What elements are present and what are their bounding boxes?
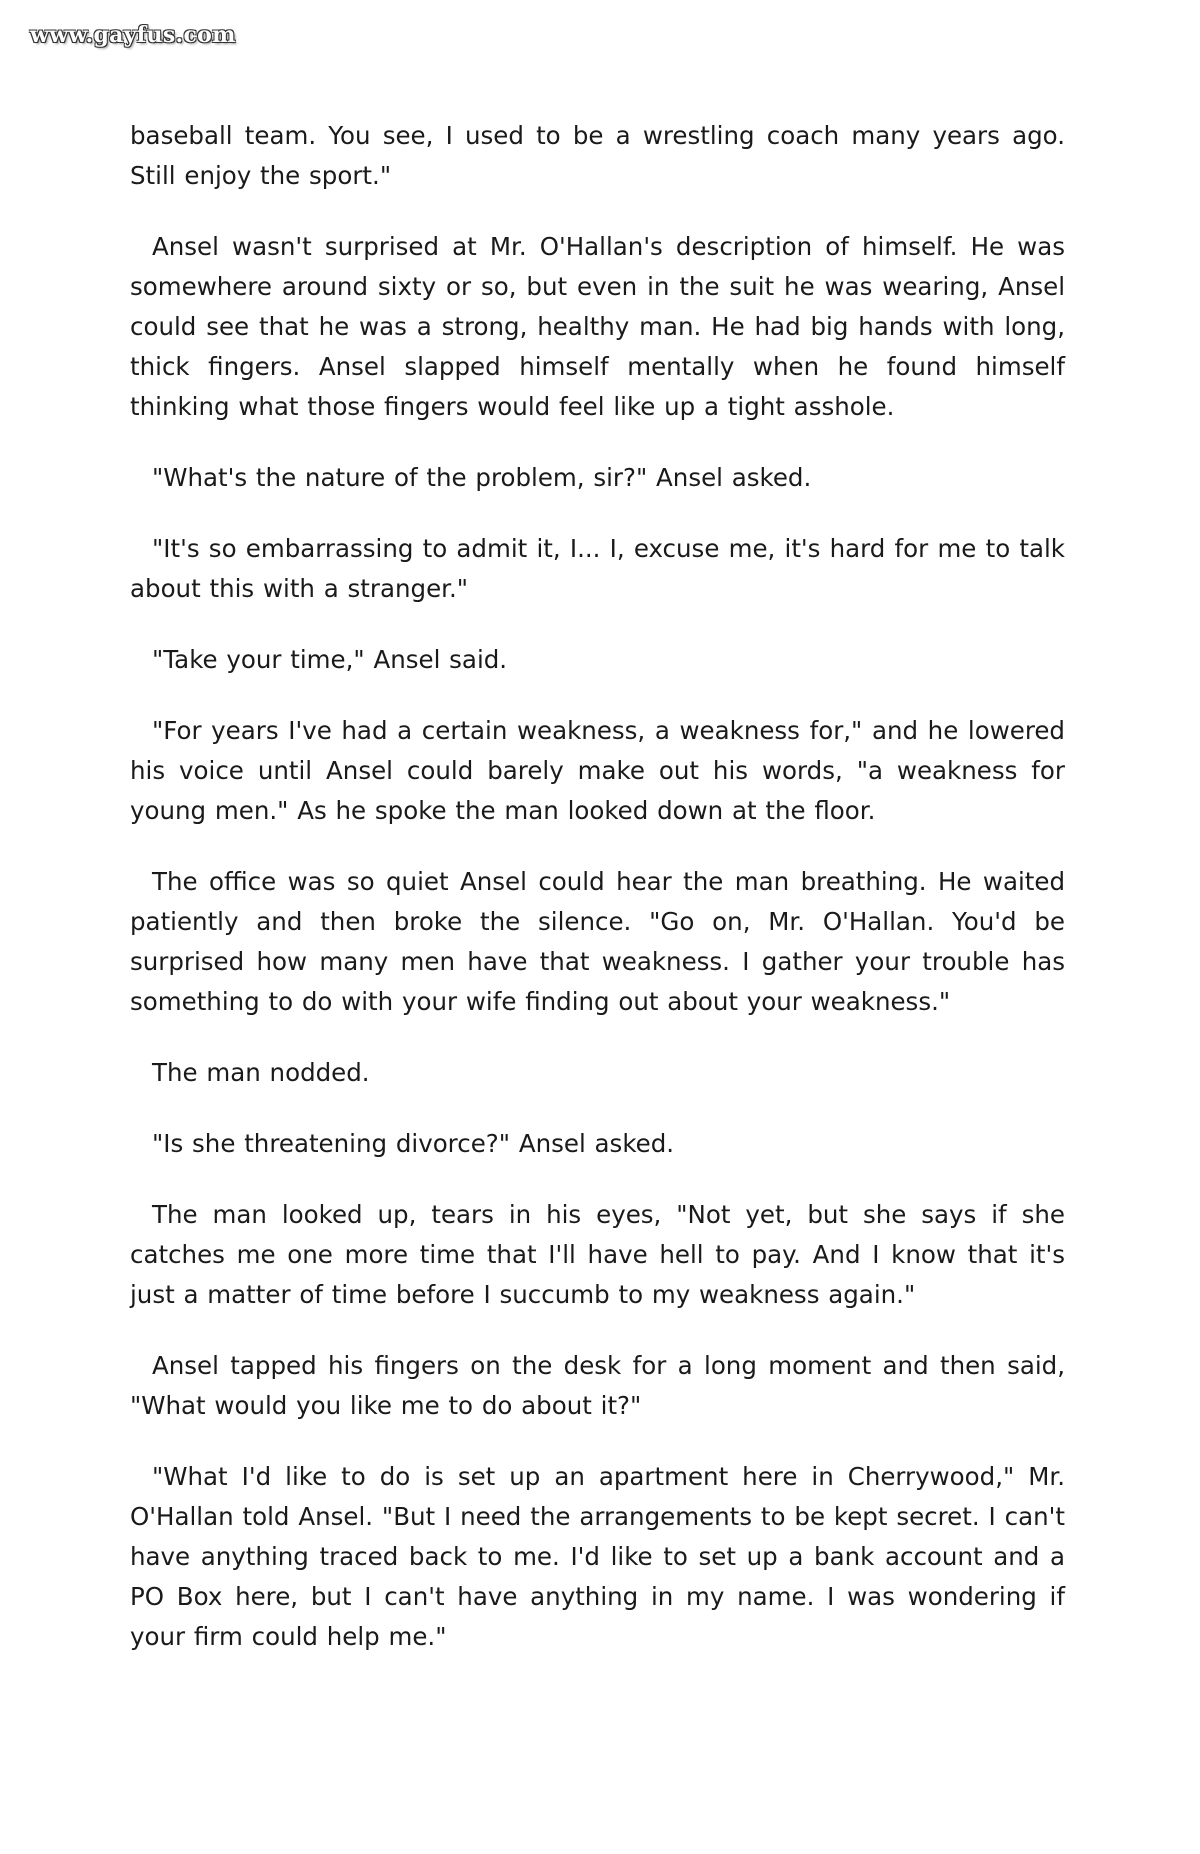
paragraph-10: The man looked up, tears in his eyes, "Not yet, but she says if she catches me one more time that I'll have hell to pay. And I know that it's just a matter of time before I succumb to my weakness again." — [130, 1200, 1065, 1309]
paragraph-2: Ansel wasn't surprised at Mr. O'Hallan's description of himself. He was somewhere around sixty or so, but even in the suit he was wearing, Ansel could see that he was a strong, healthy man. He had big hands with long, thick fingers. Ansel slapped himself mentally when he found himself thinking what those fingers would feel like up a tight asshole. — [130, 232, 1065, 421]
paragraph-6: "For years I've had a certain weakness, a weakness for," and he lowered his voice until Ansel could barely make out his words, "a weakness for young men." As he spoke the man looked down at the floor. — [130, 716, 1065, 825]
paragraph-1: baseball team. You see, I used to be a wrestling coach many years ago. Still enjoy the sport." — [130, 121, 1065, 190]
site-watermark: www.gayfus.com — [30, 22, 236, 48]
paragraph-4: "It's so embarrassing to admit it, I... I, excuse me, it's hard for me to talk about this with a stranger." — [130, 534, 1065, 603]
paragraph-7: The office was so quiet Ansel could hear the man breathing. He waited patiently and then broke the silence. "Go on, Mr. O'Hallan. You'd be surprised how many men have that weakness. I gather your trouble has something to do with your wife finding out about your weakness." — [130, 867, 1065, 1016]
story-text — [130, 116, 1065, 1688]
paragraph-8: The man nodded. — [152, 1058, 370, 1087]
paragraph-9: "Is she threatening divorce?" Ansel asked. — [152, 1129, 675, 1158]
paragraph-11: Ansel tapped his fingers on the desk for a long moment and then said, "What would you like me to do about it?" — [130, 1351, 1065, 1420]
paragraph-5: "Take your time," Ansel said. — [152, 645, 508, 674]
paragraph-3: "What's the nature of the problem, sir?" Ansel asked. — [152, 463, 812, 492]
paragraph-12: "What I'd like to do is set up an apartment here in Cherrywood," Mr. O'Hallan told Ansel. "But I need the arrangements to be kept secret. I can't have anything traced back to me. I'd like to set up a bank account and a PO Box here, but I can't have anything in my name. I was wondering if your firm could help me." — [130, 1462, 1065, 1651]
